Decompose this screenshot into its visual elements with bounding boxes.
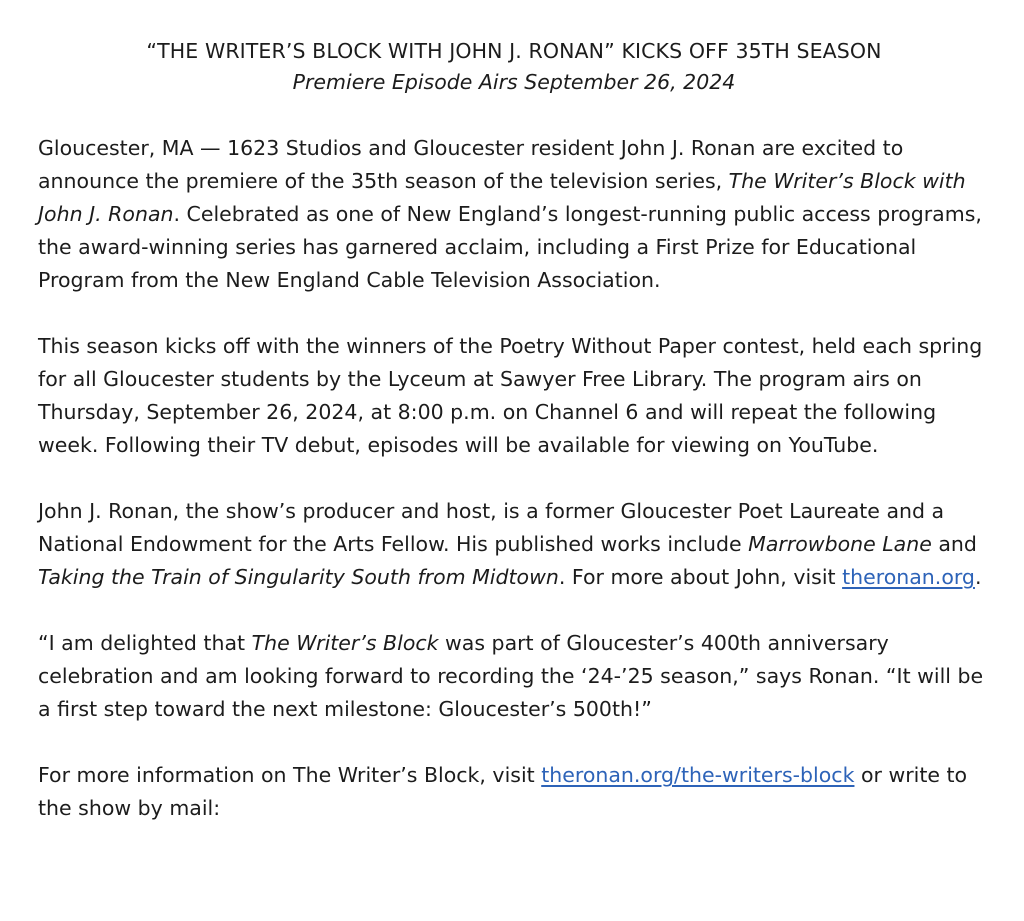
dateline-dash: —: [193, 136, 228, 160]
dateline: Gloucester, MA: [38, 136, 194, 160]
writers-block-link[interactable]: theronan.org/the-writers-block: [541, 763, 855, 787]
series-title: The Writer’s Block with John J. Ronan: [38, 169, 966, 226]
intro-text-1: 1623 Studios and Gloucester resident John J. Ronan are excited to announce the premiere of the 35th season of the television series,: [38, 136, 904, 193]
quote-series-title: The Writer’s Block: [251, 631, 439, 655]
paragraph-info: [38, 759, 990, 825]
quote-text-1: “I am delighted that: [38, 631, 252, 655]
host-text-and: and: [931, 532, 977, 556]
info-text-1: For more information on The Writer’s Block, visit: [38, 763, 542, 787]
work-title-1: Marrowbone Lane: [748, 532, 932, 556]
intro-text-2: . Celebrated as one of New England’s longest-running public access programs, the award-winning series has garnered acclaim, including a First Prize for Educational Program from the New England Cable Television Association.: [38, 202, 982, 292]
paragraph-season: This season kicks off with the winners of the Poetry Without Paper contest, held each spring for all Gloucester students by the Lyceum at Sawyer Free Library. The program airs on Thursday, September 26, 2024, at 8:00 p.m. on Channel 6 and will repeat the following week. Following their TV debut, episodes will be available for viewing on YouTube.: [38, 334, 983, 457]
paragraph-quote: [38, 627, 990, 726]
info-text-2: or write to the show by mail:: [38, 763, 968, 820]
headline: “THE WRITER’S BLOCK WITH JOHN J. RONAN” KICKS OFF 35TH SEASON: [146, 39, 882, 63]
work-title-2: Taking the Train of Singularity South from Midtown: [38, 565, 559, 589]
quote-text-2: was part of Gloucester’s 400th anniversary celebration and am looking forward to recording the ‘24-’25 season,” says Ronan. “It will be a first step toward the next milestone: Gloucester’s 500th!”: [38, 631, 984, 721]
host-text-2: . For more about John, visit: [558, 565, 843, 589]
host-text-1: John J. Ronan, the show’s producer and host, is a former Gloucester Poet Laureate and a National Endowment for the Arts Fellow. His published works include: [38, 499, 945, 556]
paragraph-host: [38, 495, 990, 594]
host-text-3: .: [974, 565, 982, 589]
paragraph-intro: [38, 132, 990, 297]
theronan-link[interactable]: theronan.org: [842, 565, 975, 589]
subheadline: Premiere Episode Airs September 26, 2024: [292, 70, 736, 94]
